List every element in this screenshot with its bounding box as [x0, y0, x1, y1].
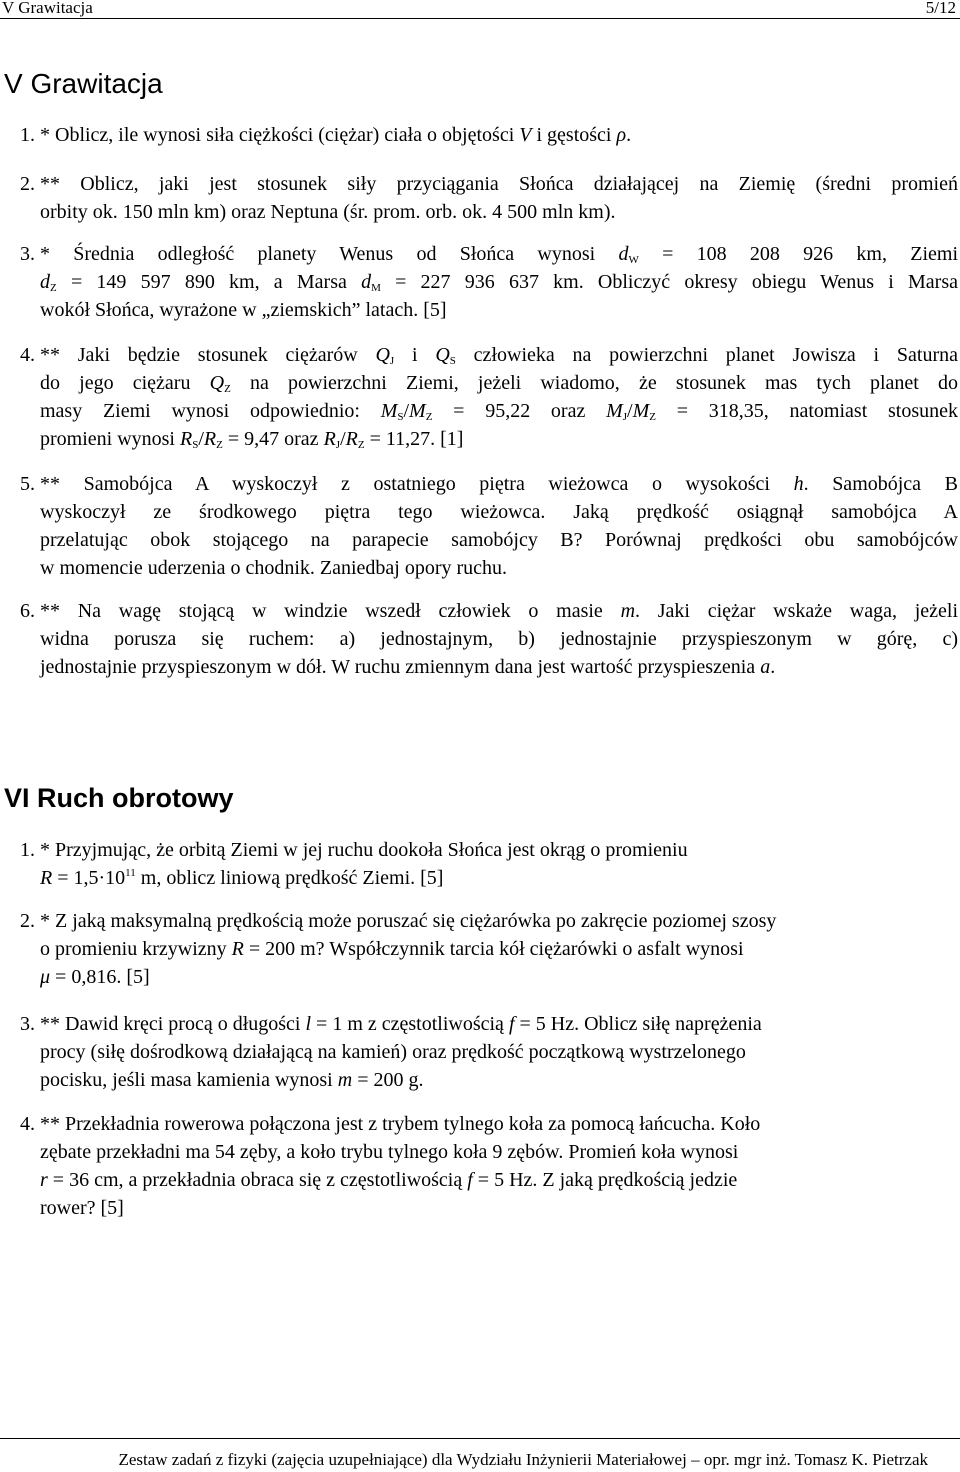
problem-line: do jego ciężaru $Q_Z$ na powierzchni Ziemi, jeżeli wiadomo, że stosunek mas tych planet do — [40, 372, 958, 395]
problem-line: przelatując obok stojącego na parapecie samobójcy B? Porównaj prędkości obu samobójców — [40, 529, 958, 551]
problem-line: * Z jaką maksymalną prędkością może poruszać się ciężarówka po zakręcie poziomej szosy — [40, 910, 777, 932]
problem-line: $d_Z = 149$ 597 890 km, a Marsa $d_M = 227$ 936 637 km. Obliczyć okresy obiegu Wenus i Marsa — [40, 271, 959, 294]
page-footer: Zestaw zadań z fizyki (zajęcia uzupełniające) dla Wydziału Inżynierii Materiałowej – opr. mgr inż. Tomasz K. Pietrzak — [118, 1450, 928, 1469]
problem-line: ** Na wagę stojącą w windzie wszedł człowiek o masie m. Jaki ciężar wskaże waga, jeżeli — [40, 600, 959, 622]
problem-6-3 — [20, 1010, 958, 1094]
page-header — [0, 0, 960, 19]
problem-line: zębate przekładni ma 54 zęby, a koło trybu tylnego koła 9 zębów. Promień koła wynosi — [40, 1141, 739, 1163]
problem-line: ** Samobójca A wyskoczył z ostatniego piętra wieżowca o wysokości h. Samobójca B — [40, 473, 958, 495]
problem-line: promieni wynosi $R_S/R_Z = 9,47$ oraz $R_J/R_Z = 11,27$. [1] — [40, 428, 464, 451]
problem-number: 1. — [20, 839, 35, 861]
problem-line: procy (siłę dośrodkową działającą na kamień) oraz prędkość początkową wystrzelonego — [40, 1041, 746, 1063]
problem-number: 5. — [20, 473, 35, 495]
problem-number: 2. — [20, 173, 35, 195]
section-title-ruch-obrotowy: VI Ruch obrotowy — [4, 783, 234, 813]
header-section-title: V Grawitacja — [2, 0, 93, 17]
problem-5-3 — [20, 240, 959, 324]
problem-number: 1. — [20, 124, 35, 146]
problem-line: w momencie uderzenia o chodnik. Zaniedbaj opory ruchu. — [40, 557, 508, 579]
problem-number: 6. — [20, 600, 35, 622]
footer-divider — [0, 1438, 960, 1439]
problem-line: pocisku, jeśli masa kamienia wynosi m = 200 g. — [40, 1069, 424, 1091]
problem-number: 3. — [20, 1013, 35, 1035]
problem-5-1 — [20, 121, 958, 149]
section-title-grawitacja: V Grawitacja — [4, 68, 163, 99]
problem-line: μ = 0,816. [5] — [40, 966, 150, 988]
problem-5-5 — [20, 470, 958, 582]
problem-5-6 — [20, 597, 959, 681]
header-page-number: 5/12 — [925, 0, 956, 17]
problem-6-4 — [20, 1110, 958, 1222]
problem-number: 4. — [20, 1113, 35, 1135]
problem-6-1 — [20, 836, 958, 892]
problem-line: * Przyjmując, że orbitą Ziemi w jej ruchu dookoła Słońca jest okrąg o promieniu — [40, 839, 688, 861]
problem-5-4 — [20, 341, 958, 453]
problem-number: 4. — [20, 344, 35, 366]
problem-line: * Oblicz, ile wynosi siła ciężkości (ciężar) ciała o objętości V i gęstości ρ. — [40, 124, 632, 146]
problem-line: ** Dawid kręci procą o długości l = 1 m z częstotliwością f = 5 Hz. Oblicz siłę naprężenia — [40, 1013, 762, 1035]
problem-line: ** Przekładnia rowerowa połączona jest z trybem tylnego koła za pomocą łańcucha. Koło — [40, 1113, 761, 1135]
problem-line: orbity ok. 150 mln km) oraz Neptuna (śr. prom. orb. ok. 4 500 mln km). — [40, 201, 616, 223]
problem-line: $R = 1,5\cdot 10^{11}$ m, oblicz liniową prędkość Ziemi. [5] — [40, 867, 444, 889]
problem-line: r = 36 cm, a przekładnia obraca się z częstotliwością f = 5 Hz. Z jaką prędkością jedzie — [40, 1169, 738, 1191]
problem-line: jednostajnie przyspieszonym w dół. W ruchu zmiennym dana jest wartość przyspieszenia a. — [40, 656, 776, 678]
problem-line: ** Oblicz, jaki jest stosunek siły przyciągania Słońca działającej na Ziemię (średni promień — [40, 173, 958, 195]
problem-number: 3. — [20, 243, 35, 265]
problem-line: widna porusza się ruchem: a) jednostajnym, b) jednostajnie przyspieszonym w górę, c) — [40, 628, 958, 650]
problem-line: wokół Słońca, wyrażone w „ziemskich” latach. [5] — [40, 299, 447, 321]
problem-line: ** Jaki będzie stosunek ciężarów $Q_J$ i $Q_S$ człowieka na powierzchni planet Jowisza i Saturna — [40, 344, 958, 367]
problem-line: * Średnia odległość planety Wenus od Słońca wynosi $d_W = 108$ 208 926 km, Ziemi — [40, 243, 958, 266]
problem-line: masy Ziemi wynosi odpowiednio: $M_S/M_Z = 95,22$ oraz $M_J/M_Z = 318,35$, natomiast stosunek — [40, 400, 958, 423]
problem-line: o promieniu krzywizny R = 200 m? Współczynnik tarcia kół ciężarówki o asfalt wynosi — [40, 938, 744, 960]
problem-line: wyskoczył ze środkowego piętra tego wieżowca. Jaką prędkość osiągnął samobójca A — [40, 501, 958, 523]
problem-number: 2. — [20, 910, 35, 932]
problem-5-2 — [20, 170, 958, 226]
problem-6-2 — [20, 907, 958, 991]
problem-line: rower? [5] — [40, 1197, 124, 1219]
